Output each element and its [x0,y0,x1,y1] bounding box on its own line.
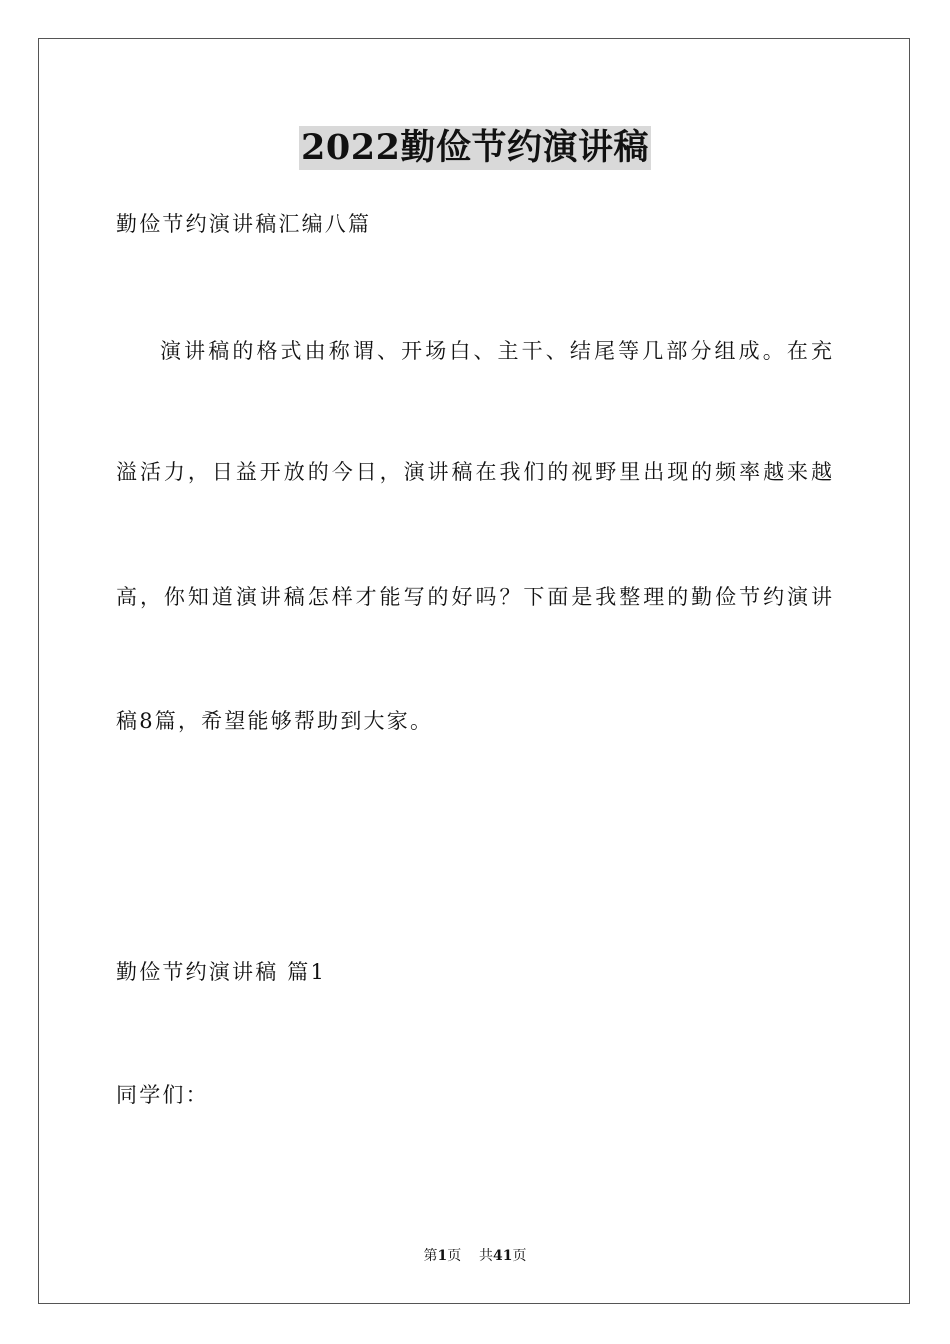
salutation: 同学们： [116,1083,209,1107]
total-suffix: 页 [512,1248,527,1264]
document-subtitle: 勤俭节约演讲稿汇编八篇 [116,212,372,236]
intro-line-1: 演讲稿的格式由称谓、开场白、主干、结尾等几部分组成。在充 [160,339,832,363]
intro-line-3: 高，你知道演讲稿怎样才能写的好吗？下面是我整理的勤俭节约演讲 [116,585,832,609]
title-text: 2022勤俭节约演讲稿 [301,127,649,168]
section-heading: 勤俭节约演讲稿 篇1 [116,960,327,984]
page-title [0,126,950,170]
page-footer [0,1246,950,1266]
total-pages: 41 [493,1248,513,1264]
page-number: 1 [437,1248,448,1264]
total-prefix: 共 [479,1248,494,1264]
page-prefix: 第 [423,1248,438,1264]
page-suffix: 页 [447,1248,462,1264]
intro-line-4: 稿8篇，希望能够帮助到大家。 [116,709,434,733]
intro-line-2: 溢活力，日益开放的今日，演讲稿在我们的视野里出现的频率越来越 [116,460,832,484]
